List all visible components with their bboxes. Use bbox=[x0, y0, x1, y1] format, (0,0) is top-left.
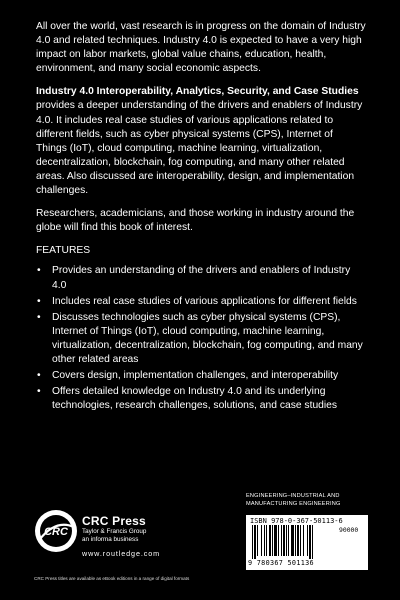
description-paragraph bbox=[36, 85, 366, 198]
feature-item: • Covers design, implementation challenges, and interoperability bbox=[36, 369, 366, 383]
feature-item: • Discusses technologies such as cyber physical systems (CPS), Internet of Things (IoT), cloud computing, machine learning, virtualization, decentralization, blockchain, fog computing, and many other related areas bbox=[37, 311, 363, 365]
features-heading: FEATURES bbox=[36, 245, 91, 257]
publisher-website: www.routledge.com bbox=[82, 549, 161, 558]
bullet-icon: • bbox=[37, 295, 41, 307]
publisher-group: Taylor & Francis Group bbox=[82, 528, 147, 535]
price-code: 90000 bbox=[339, 526, 359, 534]
isbn-label: ISBN 978-0-367-50113-6 bbox=[250, 517, 343, 525]
barcode-number: 9 780367 501136 bbox=[248, 559, 314, 567]
category-line: MANUFACTURING ENGINEERING bbox=[246, 501, 341, 508]
feature-item: • Offers detailed knowledge on Industry 4.0 and its underlying technologies, research challenges, solutions, and case studies bbox=[37, 386, 338, 412]
audience-paragraph: Researchers, academicians, and those working in industry around the globe will find this book of interest. bbox=[36, 208, 355, 234]
category-line: ENGINEERING–INDUSTRIAL AND bbox=[246, 493, 340, 499]
book-title: Industry 4.0 Interoperability, Analytics, Security, and Case Studies bbox=[36, 86, 359, 98]
publisher-info bbox=[82, 515, 146, 544]
feature-item: • Provides an understanding of the drivers and enablers of Industry 4.0 bbox=[37, 265, 351, 291]
description-body: provides a deeper understanding of the drivers and enablers of Industry 4.0. It includes real case studies of various applications related to different fields, such as cyber physical systems (CPS), Internet of Things (IoT), cloud computing, machine learning, virtualization, decentralization, blockchain, fog computing, and many other related areas. Also discussed are interoperability, design, and implementation challenges. bbox=[36, 100, 363, 197]
subject-category bbox=[246, 492, 341, 508]
crc-logo-icon bbox=[34, 509, 78, 553]
publisher-business: an informa business bbox=[82, 536, 139, 543]
bullet-icon: • bbox=[37, 265, 41, 277]
publisher-name: CRC Press bbox=[82, 514, 146, 528]
features-list bbox=[36, 264, 366, 413]
barcode bbox=[246, 515, 368, 570]
intro-paragraph: All over the world, vast research is in progress on the domain of Industry 4.0 and related techniques. Industry 4.0 is expected to have a very high impact on labor markets, global value chains, education, health, environment, and many social economic aspects. bbox=[36, 21, 366, 75]
feature-item: • Includes real case studies of various applications for different fields bbox=[36, 295, 366, 309]
bullet-icon: • bbox=[37, 311, 41, 323]
blurb bbox=[36, 20, 366, 415]
bullet-icon: • bbox=[37, 370, 41, 382]
ebook-note: CRC Press titles are available as eBook editions in a range of digital formats bbox=[34, 576, 190, 581]
bullet-icon: • bbox=[37, 386, 41, 398]
logo-text: CRC bbox=[44, 526, 68, 538]
barcode-bars-icon bbox=[250, 525, 336, 559]
